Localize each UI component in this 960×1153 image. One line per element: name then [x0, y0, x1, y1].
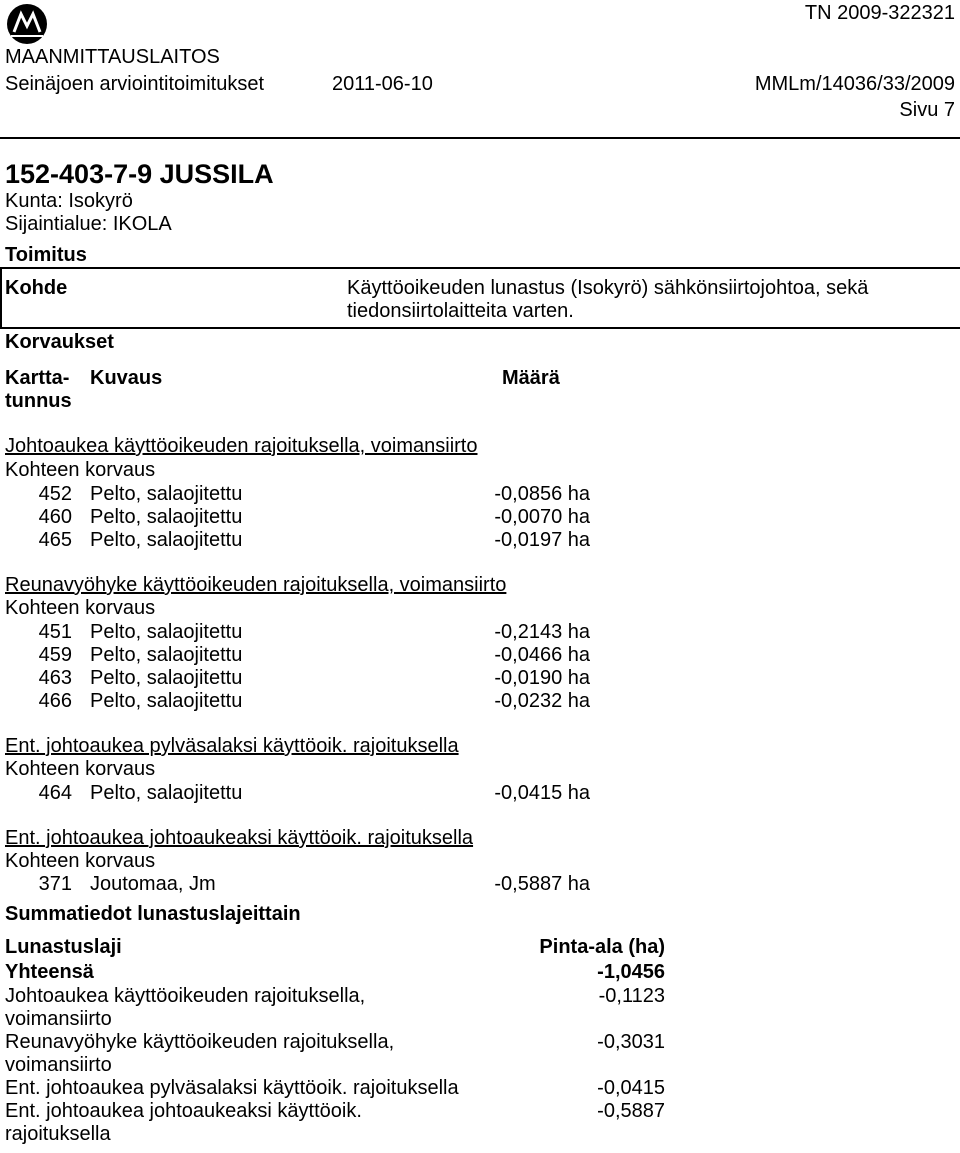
section-title: Johtoaukea käyttöoikeuden rajoituksella, voimansiirto [5, 435, 478, 457]
summary-row-value: -0,5887 [597, 1100, 665, 1122]
row-id: 371 [38, 873, 72, 895]
property-municipality: Kunta: Isokyrö [5, 190, 133, 212]
section-subtitle: Kohteen korvaus [5, 758, 156, 780]
section-title: Reunavyöhyke käyttöoikeuden rajoituksella, voimansiirto [5, 574, 507, 596]
row-id: 463 [38, 667, 72, 689]
row-id: 452 [38, 483, 72, 505]
kohde-bottom-border [0, 327, 960, 329]
office-name: Seinäjoen arviointitoimitukset [5, 73, 265, 95]
document-id: TN 2009-322321 [804, 2, 955, 24]
row-description: Pelto, salaojitettu [90, 621, 243, 643]
row-amount: -0,0197 ha [494, 529, 590, 551]
section-subtitle: Kohteen korvaus [5, 597, 156, 619]
summary-row-value: -0,3031 [597, 1031, 665, 1053]
organization-name: MAANMITTAUSLAITOS [5, 46, 220, 68]
toimitus-label: Toimitus [5, 244, 87, 266]
row-id: 460 [38, 506, 72, 528]
row-amount: -0,0190 ha [494, 667, 590, 689]
row-description: Pelto, salaojitettu [90, 529, 243, 551]
summary-row-label: Ent. johtoaukea pylväsalaksi käyttöoik. rajoituksella [5, 1077, 459, 1099]
row-description: Pelto, salaojitettu [90, 667, 243, 689]
section-title: Ent. johtoaukea pylväsalaksi käyttöoik. rajoituksella [5, 735, 459, 757]
column-header-tunnus: tunnus [5, 390, 72, 412]
summary-row-label: Reunavyöhyke käyttöoikeuden rajoituksella, voimansiirto [5, 1031, 395, 1076]
summary-col-pinta-ala: Pinta-ala (ha) [539, 936, 665, 958]
kohde-label: Kohde [5, 277, 68, 299]
column-header-kartta: Kartta- [5, 367, 70, 389]
kohde-top-border [0, 267, 960, 269]
summary-title: Summatiedot lunastuslajeittain [5, 903, 301, 925]
property-area: Sijaintialue: IKOLA [5, 213, 172, 235]
row-amount: -0,0856 ha [494, 483, 590, 505]
column-header-kuvaus: Kuvaus [90, 367, 163, 389]
document-date: 2011-06-10 [332, 73, 433, 95]
property-title: 152-403-7-9 JUSSILA [5, 159, 274, 189]
summary-total-value: -1,0456 [597, 961, 665, 983]
row-description: Pelto, salaojitettu [90, 644, 243, 666]
row-description: Joutomaa, Jm [90, 873, 216, 895]
section-subtitle: Kohteen korvaus [5, 850, 156, 872]
summary-row-label: Johtoaukea käyttöoikeuden rajoituksella, voimansiirto [5, 985, 366, 1030]
kohde-left-border [0, 267, 2, 329]
summary-row-label: Ent. johtoaukea johtoaukeaksi käyttöoik. rajoituksella [5, 1100, 362, 1145]
reference-number: MMLm/14036/33/2009 [754, 73, 955, 95]
row-id: 464 [38, 782, 72, 804]
row-description: Pelto, salaojitettu [90, 782, 243, 804]
column-header-maara: Määrä [502, 367, 560, 389]
row-amount: -0,2143 ha [494, 621, 590, 643]
row-amount: -0,0232 ha [494, 690, 590, 712]
row-description: Pelto, salaojitettu [90, 483, 243, 505]
row-amount: -0,5887 ha [494, 873, 590, 895]
row-id: 459 [38, 644, 72, 666]
korvaukset-label: Korvaukset [5, 331, 114, 353]
row-amount: -0,0466 ha [494, 644, 590, 666]
row-amount: -0,0415 ha [494, 782, 590, 804]
summary-row-value: -0,1123 [598, 985, 665, 1007]
summary-total-label: Yhteensä [5, 961, 94, 983]
divider-top [0, 137, 960, 139]
row-id: 465 [38, 529, 72, 551]
section-title: Ent. johtoaukea johtoaukeaksi käyttöoik. rajoituksella [5, 827, 474, 849]
row-amount: -0,0070 ha [494, 506, 590, 528]
kohde-text-line1: Käyttöoikeuden lunastus (Isokyrö) sähkönsiirtojohtoa, sekä [347, 277, 869, 299]
row-description: Pelto, salaojitettu [90, 506, 243, 528]
kohde-text-line2: tiedonsiirtolaitteita varten. [347, 300, 574, 322]
row-id: 466 [38, 690, 72, 712]
page-number: Sivu 7 [899, 99, 955, 121]
summary-row-value: -0,0415 [597, 1077, 665, 1099]
section-subtitle: Kohteen korvaus [5, 459, 156, 481]
mml-logo-icon [5, 2, 49, 46]
row-description: Pelto, salaojitettu [90, 690, 243, 712]
row-id: 451 [38, 621, 72, 643]
summary-col-lunastuslaji: Lunastuslaji [5, 936, 122, 958]
